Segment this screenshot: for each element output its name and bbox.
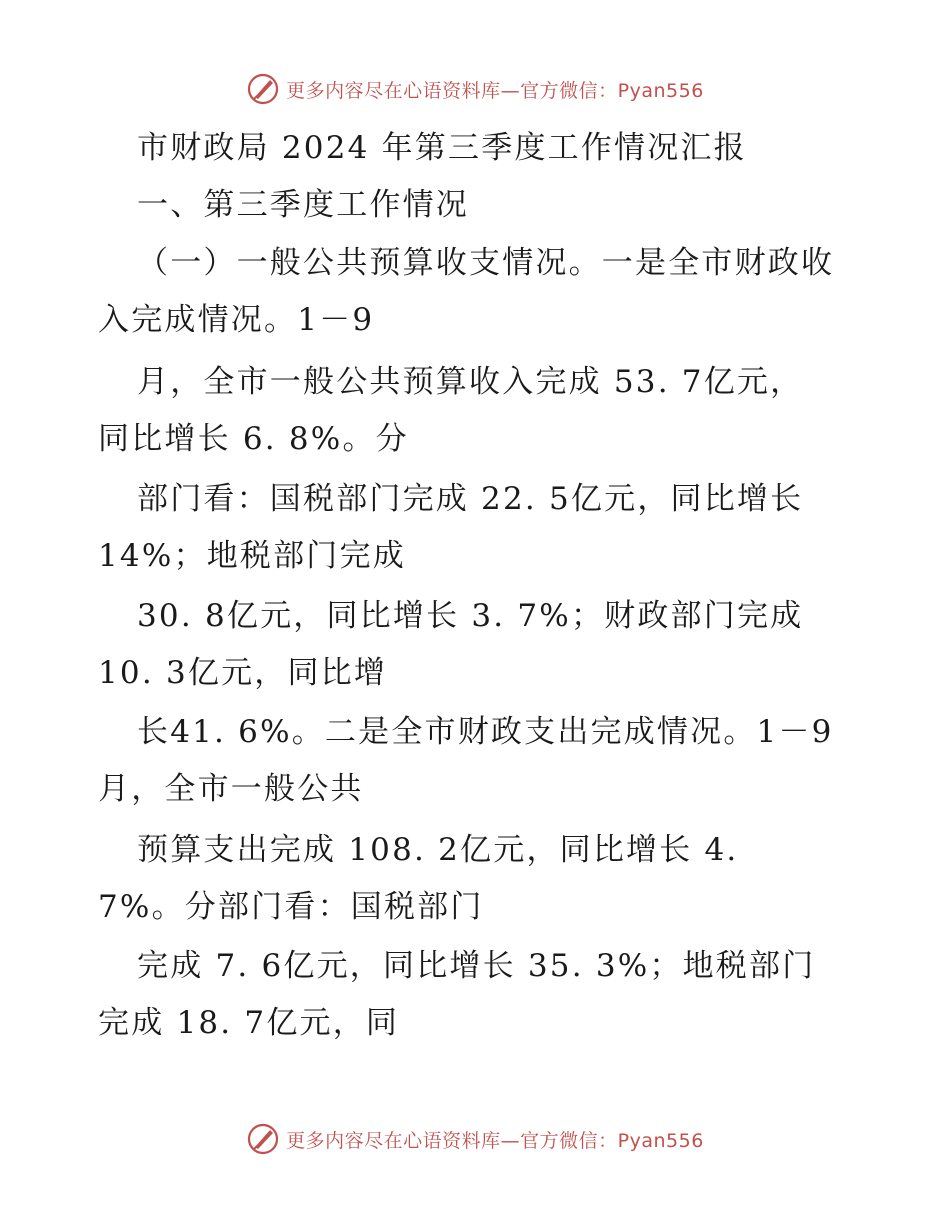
paragraph-line: （一）一般公共预算收支情况。一是全市财政收 <box>137 245 835 281</box>
header-watermark <box>0 72 950 106</box>
paragraph-line: 长41. 6%。二是全市财政支出完成情况。1－9 <box>137 714 834 750</box>
paragraph-line: 14%；地税部门完成 <box>98 538 406 574</box>
watermark-text: 更多内容尽在心语资料库—官方微信：Pyan556 <box>286 1129 704 1152</box>
paragraph-line: 月，全市一般公共 <box>98 771 364 807</box>
section-heading: 一、第三季度工作情况 <box>137 187 469 223</box>
paragraph-line: 入完成情况。1－9 <box>98 302 375 338</box>
paragraph-line: 预算支出完成 108. 2亿元，同比增长 4. <box>137 832 739 868</box>
quill-logo-icon <box>246 1122 280 1156</box>
document-title: 市财政局 2024 年第三季度工作情况汇报 <box>137 130 747 166</box>
paragraph-line: 月，全市一般公共预算收入完成 53. 7亿元， <box>137 364 804 400</box>
paragraph-line: 同比增长 6. 8%。分 <box>98 421 409 457</box>
watermark-text: 更多内容尽在心语资料库—官方微信：Pyan556 <box>286 79 704 102</box>
paragraph-line: 部门看：国税部门完成 22. 5亿元，同比增长 <box>137 481 804 517</box>
paragraph-line: 10. 3亿元，同比增 <box>98 655 388 691</box>
footer-watermark <box>0 1122 950 1156</box>
paragraph-line: 7%。分部门看：国税部门 <box>98 889 484 925</box>
paragraph-line: 30. 8亿元，同比增长 3. 7%；财政部门完成 <box>137 598 804 634</box>
paragraph-line: 完成 7. 6亿元，同比增长 35. 3%；地税部门 <box>137 948 816 984</box>
quill-logo-icon <box>246 72 280 106</box>
paragraph-line: 完成 18. 7亿元，同 <box>98 1005 400 1041</box>
